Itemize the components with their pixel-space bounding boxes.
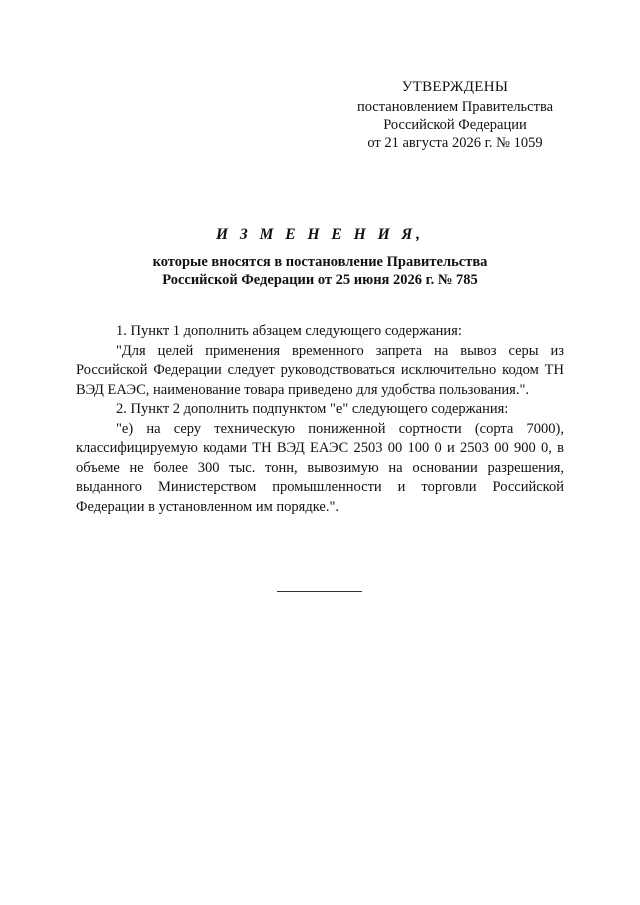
paragraph-quote-1: "Для целей применения временного запрета на вывоз серы из Российской Федерации следует руководствоваться исключительно кодом ТН ВЭД ЕАЭС, наименование товара приведено для удобства пользования.". — [76, 342, 564, 398]
paragraph-item-2: 2. Пункт 2 дополнить подпунктом "е" следующего содержания: — [116, 401, 509, 417]
approval-title: УТВЕРЖДЕНЫ — [401, 79, 509, 95]
document-heading — [0, 226, 640, 289]
paragraph-item-1: 1. Пункт 1 дополнить абзацем следующего содержания: — [116, 323, 462, 339]
approval-line: постановлением Правительства — [356, 99, 554, 115]
document-subtitle-line: Российской Федерации от 25 июня 2026 г. № 785 — [162, 272, 478, 288]
approval-line: Российской Федерации — [383, 117, 527, 133]
document-title: И З М Е Н Е Н И Я, — [215, 226, 425, 243]
approval-block — [330, 78, 580, 152]
paragraph-quote-2: "е) на серу техническую пониженной сортности (сорта 7000), классифицируемую кодами ТН ВЭД ЕАЭС 2503 00 100 0 и 2503 00 900 0, в объеме не более 300 тыс. тонн, вывозимую на основании разрешения, выданного Министерством промышленности и торговли Российской Федерации в установленном им порядке.". — [76, 420, 564, 515]
closing-divider — [277, 591, 362, 592]
document-body — [76, 322, 564, 517]
approval-date-line: от 21 августа 2026 г. № 1059 — [367, 135, 543, 151]
document-subtitle-line: которые вносятся в постановление Правительства — [152, 254, 488, 270]
